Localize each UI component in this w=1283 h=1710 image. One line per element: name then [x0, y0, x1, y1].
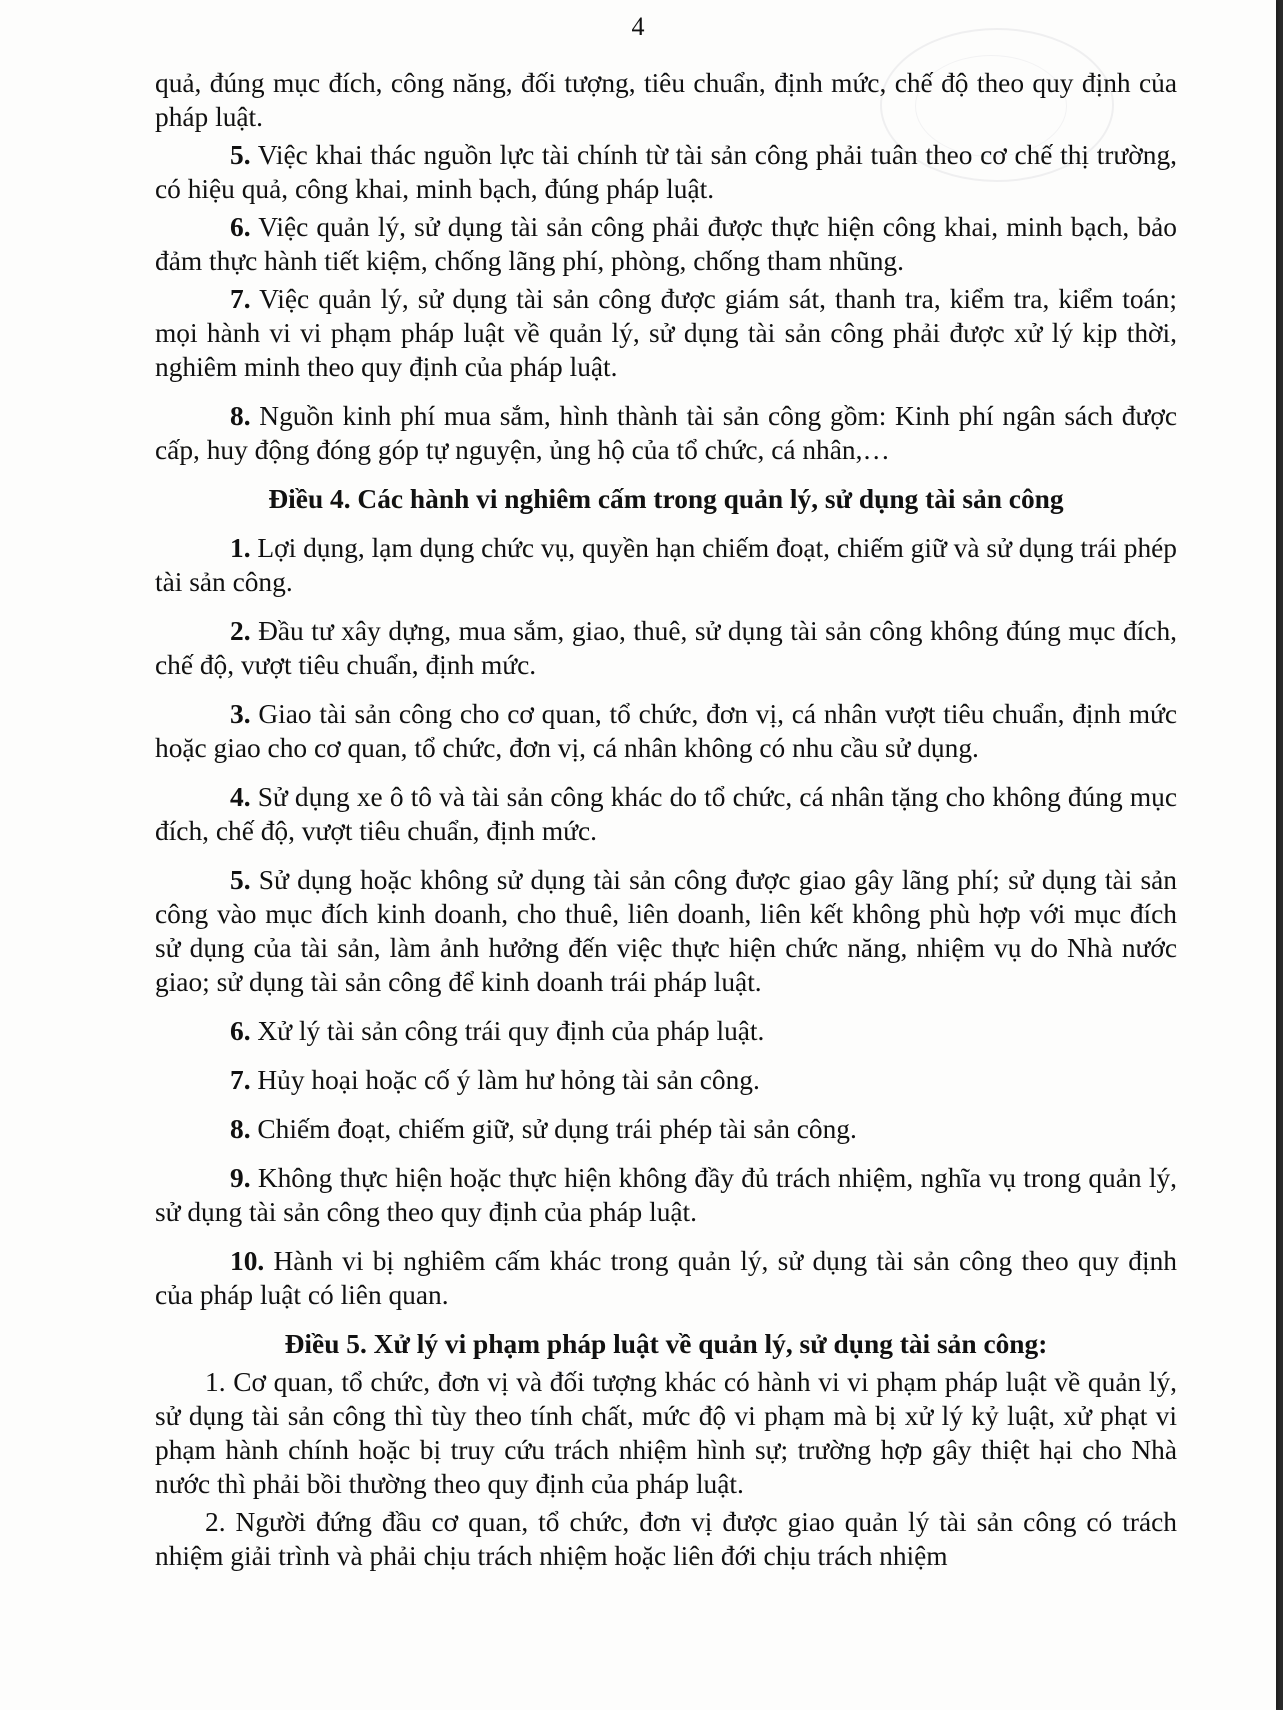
article4-item-10	[155, 1244, 1177, 1312]
continuation-paragraph: quả, đúng mục đích, công năng, đối tượng, tiêu chuẩn, định mức, chế độ theo quy định của pháp luật.	[155, 68, 1177, 132]
article4-item-3	[155, 697, 1177, 765]
item-text: Giao tài sản công cho cơ quan, tổ chức, đơn vị, cá nhân vượt tiêu chuẩn, định mức hoặc giao cho cơ quan, tổ chức, đơn vị, cá nhân không có nhu cầu sử dụng.	[155, 699, 1177, 763]
article4-item-8	[155, 1112, 1177, 1146]
item-text: Lợi dụng, lạm dụng chức vụ, quyền hạn chiếm đoạt, chiếm giữ và sử dụng trái phép tài sản công.	[155, 533, 1177, 597]
item-number: 7.	[230, 284, 251, 314]
item-text: Sử dụng hoặc không sử dụng tài sản công được giao gây lãng phí; sử dụng tài sản công vào mục đích kinh doanh, cho thuê, liên doanh, liên kết không phù hợp với mục đích sử dụng của tài sản, làm ảnh hưởng đến việc thực hiện chức năng, nhiệm vụ do Nhà nước giao; sử dụng tài sản công để kinh doanh trái pháp luật.	[155, 865, 1177, 997]
item-text: Hủy hoại hoặc cố ý làm hư hỏng tài sản công.	[250, 1065, 760, 1095]
article4-item-7	[155, 1063, 1177, 1097]
item-number: 6.	[230, 1016, 251, 1046]
item-number: 8.	[230, 401, 251, 431]
item-text: Hành vi bị nghiêm cấm khác trong quản lý, sử dụng tài sản công theo quy định của pháp luật có liên quan.	[155, 1246, 1177, 1310]
item-text: Nguồn kinh phí mua sắm, hình thành tài sản công gồm: Kinh phí ngân sách được cấp, huy động đóng góp tự nguyện, ủng hộ của tổ chức, cá nhân,…	[155, 401, 1177, 465]
article3-item-6	[155, 210, 1177, 278]
article4-item-1	[155, 531, 1177, 599]
article5-heading: Điều 5. Xử lý vi phạm pháp luật về quản lý, sử dụng tài sản công:	[284, 1329, 1048, 1359]
article3-item-8	[155, 399, 1177, 467]
article5-item-1: 1. Cơ quan, tổ chức, đơn vị và đối tượng khác có hành vi vi phạm pháp luật về quản lý, sử dụng tài sản công thì tùy theo tính chất, mức độ vi phạm mà bị xử lý kỷ luật, xử phạt vi phạm hành chính hoặc bị truy cứu trách nhiệm hình sự; trường hợp gây thiệt hại cho Nhà nước thì phải bồi thường theo quy định của pháp luật.	[155, 1367, 1177, 1499]
item-number: 10.	[230, 1246, 265, 1276]
item-number: 9.	[230, 1163, 251, 1193]
article4-item-5	[155, 863, 1177, 999]
document-body	[155, 66, 1177, 1573]
article4-item-6	[155, 1014, 1177, 1048]
item-number: 1.	[230, 533, 251, 563]
article3-item-7	[155, 282, 1177, 384]
page-number: 4	[631, 12, 645, 41]
item-number: 3.	[230, 699, 251, 729]
item-text: Đầu tư xây dựng, mua sắm, giao, thuê, sử dụng tài sản công không đúng mục đích, chế độ, vượt tiêu chuẩn, định mức.	[155, 616, 1177, 680]
article4-item-4	[155, 780, 1177, 848]
item-text: Sử dụng xe ô tô và tài sản công khác do tổ chức, cá nhân tặng cho không đúng mục đích, chế độ, vượt tiêu chuẩn, định mức.	[155, 782, 1177, 846]
item-number: 2.	[230, 616, 251, 646]
item-number: 8.	[230, 1114, 251, 1144]
item-text: Việc khai thác nguồn lực tài chính từ tài sản công phải tuân theo cơ chế thị trường, có hiệu quả, công khai, minh bạch, đúng pháp luật.	[155, 140, 1177, 204]
item-number: 5.	[230, 865, 251, 895]
article4-heading: Điều 4. Các hành vi nghiêm cấm trong quản lý, sử dụng tài sản công	[268, 484, 1064, 514]
article3-item-5	[155, 138, 1177, 206]
item-text: Chiếm đoạt, chiếm giữ, sử dụng trái phép tài sản công.	[250, 1114, 857, 1144]
item-number: 6.	[230, 212, 251, 242]
item-number: 4.	[230, 782, 251, 812]
article4-item-9	[155, 1161, 1177, 1229]
item-text: Xử lý tài sản công trái quy định của pháp luật.	[250, 1016, 765, 1046]
item-text: Việc quản lý, sử dụng tài sản công phải được thực hiện công khai, minh bạch, bảo đảm thực hành tiết kiệm, chống lãng phí, phòng, chống tham nhũng.	[155, 212, 1177, 276]
item-text: Không thực hiện hoặc thực hiện không đầy đủ trách nhiệm, nghĩa vụ trong quản lý, sử dụng tài sản công theo quy định của pháp luật.	[155, 1163, 1177, 1227]
article5-item-2: 2. Người đứng đầu cơ quan, tổ chức, đơn vị được giao quản lý tài sản công có trách nhiệm giải trình và phải chịu trách nhiệm hoặc liên đới chịu trách nhiệm	[155, 1507, 1177, 1571]
item-number: 7.	[230, 1065, 251, 1095]
article4-item-2	[155, 614, 1177, 682]
item-text: Việc quản lý, sử dụng tài sản công được giám sát, thanh tra, kiểm tra, kiểm toán; mọi hành vi vi phạm pháp luật về quản lý, sử dụng tài sản công phải được xử lý kịp thời, nghiêm minh theo quy định của pháp luật.	[155, 284, 1177, 382]
item-number: 5.	[230, 140, 251, 170]
